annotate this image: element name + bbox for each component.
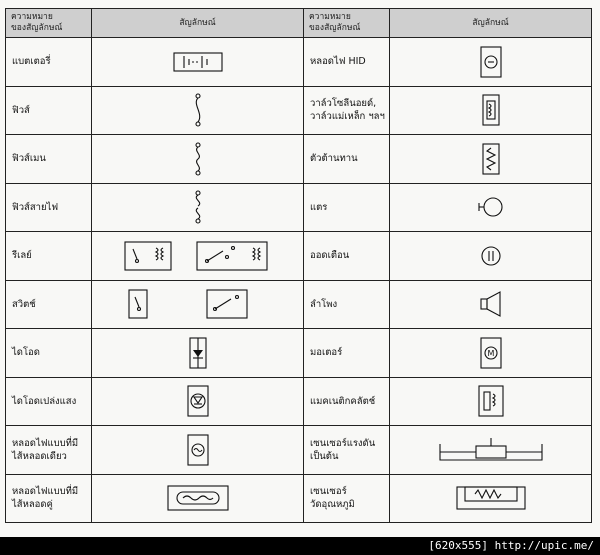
- symbol-meaning-right: เซนเซอร์ วัดอุณหภูมิ: [304, 474, 390, 523]
- footer-bar: [0, 537, 600, 555]
- solenoid-valve-icon: [390, 86, 592, 135]
- table-row: [6, 86, 592, 135]
- table-row: [6, 38, 592, 87]
- symbol-meaning-right: หลอดไฟ HID: [304, 38, 390, 87]
- header-meaning-left: ความหมาย ของสัญลักษณ์: [6, 9, 92, 38]
- temperature-sensor-icon: [390, 474, 592, 523]
- buzzer-icon: [390, 232, 592, 281]
- symbol-meaning-left: ฟิวส์สายไฟ: [6, 183, 92, 232]
- speaker-icon: [390, 280, 592, 329]
- table-row: [6, 232, 592, 281]
- relay-icon: [92, 232, 304, 281]
- watermark: [620x555] http://upic.me/: [428, 539, 594, 552]
- pressure-sensor-icon: [390, 426, 592, 475]
- header-symbol-left: สัญลักษณ์: [92, 9, 304, 38]
- symbol-meaning-right: ตัวต้านทาน: [304, 135, 390, 184]
- header-symbol-right: สัญลักษณ์: [390, 9, 592, 38]
- resistor-icon: [390, 135, 592, 184]
- switch-icon: [92, 280, 304, 329]
- svg-text:M: M: [487, 348, 494, 358]
- header-meaning-right: ความหมาย ของสัญลักษณ์: [304, 9, 390, 38]
- symbol-meaning-right: ออดเตือน: [304, 232, 390, 281]
- table-header-row: [6, 9, 592, 38]
- hid-lamp-icon: [390, 38, 592, 87]
- symbol-meaning-left: หลอดไฟแบบที่มี ไส้หลอดเดียว: [6, 426, 92, 475]
- double-filament-bulb-icon: [92, 474, 304, 523]
- symbol-meaning-left: ไดโอด: [6, 329, 92, 378]
- symbol-meaning-right: วาล์วโซลีนอยด์, วาล์วแม่เหล็ก ฯลฯ: [304, 86, 390, 135]
- symbol-meaning-left: ไดโอดเปล่งแสง: [6, 377, 92, 426]
- symbol-meaning-left: หลอดไฟแบบที่มี ไส้หลอดคู่: [6, 474, 92, 523]
- table-row: [6, 135, 592, 184]
- symbol-meaning-left: แบตเตอรี่: [6, 38, 92, 87]
- table-row: [6, 377, 592, 426]
- symbol-meaning-right: แตร: [304, 183, 390, 232]
- symbol-meaning-left: สวิตช์: [6, 280, 92, 329]
- table-row: [6, 474, 592, 523]
- symbol-meaning-left: ฟิวส์เมน: [6, 135, 92, 184]
- led-icon: [92, 377, 304, 426]
- fusible-link-icon: [92, 183, 304, 232]
- single-filament-bulb-icon: [92, 426, 304, 475]
- symbol-meaning-right: แมคเนติกคลัตช์: [304, 377, 390, 426]
- main-fuse-icon: [92, 135, 304, 184]
- symbol-meaning-right: เซนเซอร์แรงดัน เป็นต้น: [304, 426, 390, 475]
- battery-icon: [92, 38, 304, 87]
- symbol-meaning-left: รีเลย์: [6, 232, 92, 281]
- symbol-meaning-right: มอเตอร์: [304, 329, 390, 378]
- symbol-table: [5, 8, 592, 523]
- table-row: [6, 183, 592, 232]
- fuse-icon: [92, 86, 304, 135]
- motor-icon: [390, 329, 592, 378]
- magnetic-clutch-icon: [390, 377, 592, 426]
- table-row: [6, 280, 592, 329]
- horn-icon: [390, 183, 592, 232]
- table-row: [6, 329, 592, 378]
- table-row: [6, 426, 592, 475]
- symbol-meaning-left: ฟิวส์: [6, 86, 92, 135]
- symbol-meaning-right: ลำโพง: [304, 280, 390, 329]
- diode-icon: [92, 329, 304, 378]
